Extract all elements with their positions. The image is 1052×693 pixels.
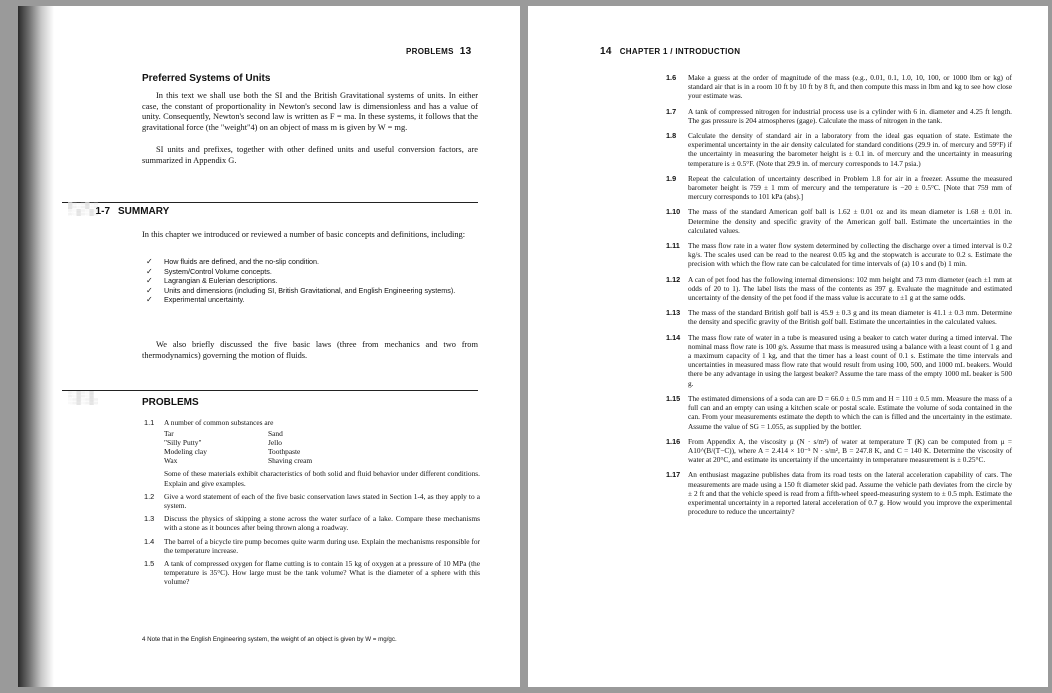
checklist-text: Experimental uncertainty.	[164, 295, 245, 305]
problem-text: The barrel of a bicycle tire pump becomes quite warm during use. Explain the mechanisms responsible for the temperature increase.	[164, 536, 480, 555]
page-number: 14	[600, 46, 612, 57]
checklist-item	[146, 286, 476, 296]
problem-number: 1.10	[666, 207, 681, 217]
problem-text: A tank of compressed nitrogen for industrial process use is a cylinder with 6 in. diameter and 4.25 ft length. The gas pressure is 204 atmospheres (gage). Calculate the mass of nitrogen in the tank.	[688, 106, 1012, 125]
problem-text: An enthusiast magazine publishes data from its road tests on the lateral acceleration capability of cars. The measurements are made using a 150 ft diameter skid pad. Assume the vehicle path deviates from the circle by ± 2 ft and that the vehicle speed is read from a fifth-wheel speed-measuring system to ± 0.5 mph. Estimate the experimental uncertainty in a reported lateral acceleration of 0.7 g. How would you improve the experimental procedure to reduce the uncertainty?	[688, 470, 1012, 517]
problem-text: The mass of the standard British golf ball is 45.9 ± 0.3 g and its mean diameter is 41.1 ± 0.3 mm. Determine the density and specific gravity of the British golf ball. Estimate the uncertainties in the calculated values.	[688, 308, 1012, 327]
problem-number: 1.8	[666, 131, 677, 141]
checklist-text: Lagrangian & Eulerian descriptions.	[164, 276, 278, 286]
problem-item	[666, 207, 1012, 235]
checklist-item	[146, 257, 476, 267]
problem-text: Calculate the density of standard air in a laboratory from the ideal gas equation of state. Estimate the experimental uncertainty in the air density calculated for standard conditions (29.9 in. of mercury and 59°F) if the uncertainty in measuring the barometer height is ± 0.1 in. of mercury and the uncertainty in measuring temperature is ± 0.5°F. (Note that 29.9 in. of mercury corresponds to 14.7 psia.)	[688, 131, 1012, 168]
summary-rule	[62, 202, 478, 203]
problem-item	[666, 73, 1012, 101]
checklist-item	[146, 276, 476, 286]
summary-heading	[76, 206, 169, 217]
problem-item	[666, 437, 1012, 465]
problem-item	[666, 394, 1012, 431]
problems-rule	[62, 390, 478, 391]
problem-number: 1.3	[144, 514, 155, 524]
problem-item	[144, 492, 480, 510]
checklist-item	[146, 267, 476, 277]
problem-number: 1.5	[144, 559, 155, 569]
problem-item	[666, 131, 1012, 168]
check-icon: ✓	[146, 295, 153, 305]
problem-number: 1.13	[666, 308, 681, 318]
problem-number: 1.9	[666, 173, 677, 183]
preferred-heading: Preferred Systems of Units	[142, 73, 271, 84]
right-page	[528, 6, 1048, 687]
problems-list	[144, 418, 480, 587]
problem-item	[144, 418, 480, 488]
checklist-text: Units and dimensions (including SI, British Gravitational, and English Engineering systems).	[164, 285, 456, 295]
problem-number: 1.16	[666, 436, 681, 446]
binding-shadow	[18, 6, 54, 687]
problem-text: A can of pet food has the following internal dimensions: 102 mm height and 73 mm diameter (each ±1 mm at odds of 20 to 1). The label lists the mass of the contents as 397 g. Evaluate the magnitude and estimated uncertainty of the density of the pet food if the mass value is accurate to ±1 g at the same odds.	[688, 274, 1012, 303]
running-head-text: PROBLEMS	[406, 47, 454, 56]
substance: Tar	[164, 429, 174, 439]
problem-item	[144, 514, 480, 532]
problem-body	[164, 418, 480, 488]
running-head	[600, 46, 740, 57]
problem-text-continued: Some of these materials exhibit characteristics of both solid and fluid behavior under different conditions. Explain and give examples.	[164, 469, 480, 488]
check-icon: ✓	[146, 285, 153, 295]
problem-number: 1.2	[144, 491, 155, 501]
problem-item	[666, 470, 1012, 516]
problem-text: The estimated dimensions of a soda can are D = 66.0 ± 0.5 mm and H = 110 ± 0.5 mm. Measure the mass of a full can and an empty can using a kitchen scale or postal scale. Estimate the volume of soda contained in the can. From your measurements estimate the depth to which the can is filled and the uncertainty in the estimate. Assume the value of SG = 1.055, as supplied by the bottler.	[688, 393, 1012, 431]
problem-item	[666, 174, 1012, 202]
substance: "Silly Putty"	[164, 438, 202, 447]
problem-text: Make a guess at the order of magnitude of the mass (e.g., 0.01, 0.1, 1.0, 10, 100, or 1000 lbm or kg) of standard air that is in a room 10 ft by 10 ft by 8 ft, and then compute this mass in lbm and kg to see how close your estimate was.	[688, 73, 1012, 101]
substance: Shaving cream	[268, 455, 313, 465]
problem-item	[666, 241, 1012, 269]
substance: Wax	[164, 455, 178, 465]
ghost-margin-text: ▓▒░▒▓░▒ ▒░▓▒░▓▒	[68, 203, 99, 216]
summary-intro: In this chapter we introduced or reviewed a number of basic concepts and definitions, including:	[142, 230, 466, 239]
problem-number: 1.17	[666, 470, 681, 480]
problem-text: Give a word statement of each of the five basic conservation laws stated in Section 1-4, as they apply to a system.	[164, 491, 480, 510]
checklist-text: How fluids are defined, and the no-slip condition.	[164, 257, 320, 266]
problem-number: 1.7	[666, 106, 677, 116]
problem-text: The mass flow rate in a water flow system determined by collecting the discharge over a timed interval is 0.2 kg/s. The scales used can be read to the nearest 0.05 kg and the stopwatch is accurate to 0.2 s. Estimate the precision with which the flow rate can be calculated for time intervals of (a) 10 s and (b) 1 min.	[688, 241, 1012, 269]
summary-title: SUMMARY	[118, 206, 170, 217]
left-page	[18, 6, 520, 687]
checklist-item	[146, 295, 476, 305]
page-number: 13	[459, 46, 472, 57]
problem-text: From Appendix A, the viscosity μ (N · s/m²) of water at temperature T (K) can be computed from μ = A10^(B/(T−C)), where A = 2.414 × 10⁻⁵ N · s/m², B = 247.8 K, and C = 140 K. Determine the viscosity of water at 20°C, and estimate its uncertainty if the uncertainty in temperature measurement is ± 0.25°C.	[688, 436, 1012, 465]
problem-number: 1.4	[144, 536, 155, 546]
summary-number: 1-7	[95, 206, 110, 217]
problem-item	[666, 107, 1012, 125]
problem-number: 1.11	[666, 241, 680, 251]
running-head-text: CHAPTER 1 / INTRODUCTION	[619, 47, 741, 56]
check-icon: ✓	[146, 257, 153, 266]
problems-list	[666, 73, 1012, 516]
summary-checklist	[146, 257, 476, 305]
problem-number: 1.15	[666, 393, 681, 403]
substances-list	[164, 430, 480, 465]
problem-text: Discuss the physics of skipping a stone across the water surface of a lake. Compare these mechanisms with a stone as it bounces after being thrown along a roadway.	[164, 514, 480, 533]
problem-item	[144, 559, 480, 587]
problem-number: 1.1	[144, 418, 155, 427]
checklist-text: System/Control Volume concepts.	[164, 266, 272, 276]
problem-text: Repeat the calculation of uncertainty described in Problem 1.8 for air in a freezer. Assume the measured barometer height is 759 ± 1 mm of mercury and the temperature is −20 ± 0.5°C. [Note that 759 mm of mercury corresponds to 101 kPa (abs).]	[688, 173, 1012, 202]
preferred-paragraph-1: In this text we shall use both the SI and the British Gravitational systems of units. In either case, the constant of proportionality in Newton's second law is dimensionless and has a value of unity. Consequently, Newton's second law is written as F = ma. In these systems, it follows that the gravitational force (the "weight"4) on an object of mass m is given by W = mg.	[142, 91, 478, 132]
problem-number: 1.14	[666, 332, 681, 342]
problem-text: A number of common substances are	[164, 418, 274, 427]
problem-item	[666, 308, 1012, 326]
problem-text: A tank of compressed oxygen for flame cutting is to contain 15 kg of oxygen at a pressure of 10 MPa (the temperature is 35°C). How large must be the tank volume? What is the diameter of a sphere with this volume?	[164, 559, 480, 587]
problems-title: PROBLEMS	[142, 397, 199, 408]
summary-outro: We also briefly discussed the five basic laws (three from mechanics and two from thermodynamics) governing the motion of fluids.	[142, 340, 478, 360]
problem-text: The mass flow rate of water in a tube is measured using a beaker to catch water during a timed interval. The nominal mass flow rate is 100 g/s. Assume that mass is measured using a balance with a least count of 1 g and a maximum capacity of 1 kg, and that the timer has a least count of 0.1 s. Estimate the time intervals and uncertainties in measured mass flow rate that would result from using 100, 500, and 1000 mL beakers. Would there be any advantage in using the largest beaker? Assume the tare mass of the empty 1000 mL beaker is 500 g.	[688, 332, 1012, 388]
problem-item	[666, 275, 1012, 303]
problem-item	[666, 333, 1012, 388]
problem-number: 1.6	[666, 73, 677, 82]
substance: Modeling clay	[164, 446, 207, 456]
substance: Sand	[268, 429, 283, 439]
running-head	[406, 46, 471, 57]
footnote: 4 Note that in the English Engineering system, the weight of an object is given by W = mg/gc.	[142, 636, 397, 643]
substance: Jello	[268, 438, 282, 447]
check-icon: ✓	[146, 276, 153, 286]
problem-text: The mass of the standard American golf ball is 1.62 ± 0.01 oz and its mean diameter is 1.68 ± 0.01 in. Determine the density and specific gravity of the American golf ball. Estimate the uncertainties in the calculated values.	[688, 207, 1012, 235]
ghost-margin-text: ▒░▓▒░▓ ░▒▓░▒▓▒	[68, 392, 99, 405]
preferred-paragraph-2: SI units and prefixes, together with other defined units and useful conversion factors, are summarized in Appendix G.	[142, 145, 478, 165]
substance: Toothpaste	[268, 446, 301, 456]
check-icon: ✓	[146, 266, 153, 276]
problem-item	[144, 537, 480, 555]
problem-number: 1.12	[666, 274, 681, 284]
